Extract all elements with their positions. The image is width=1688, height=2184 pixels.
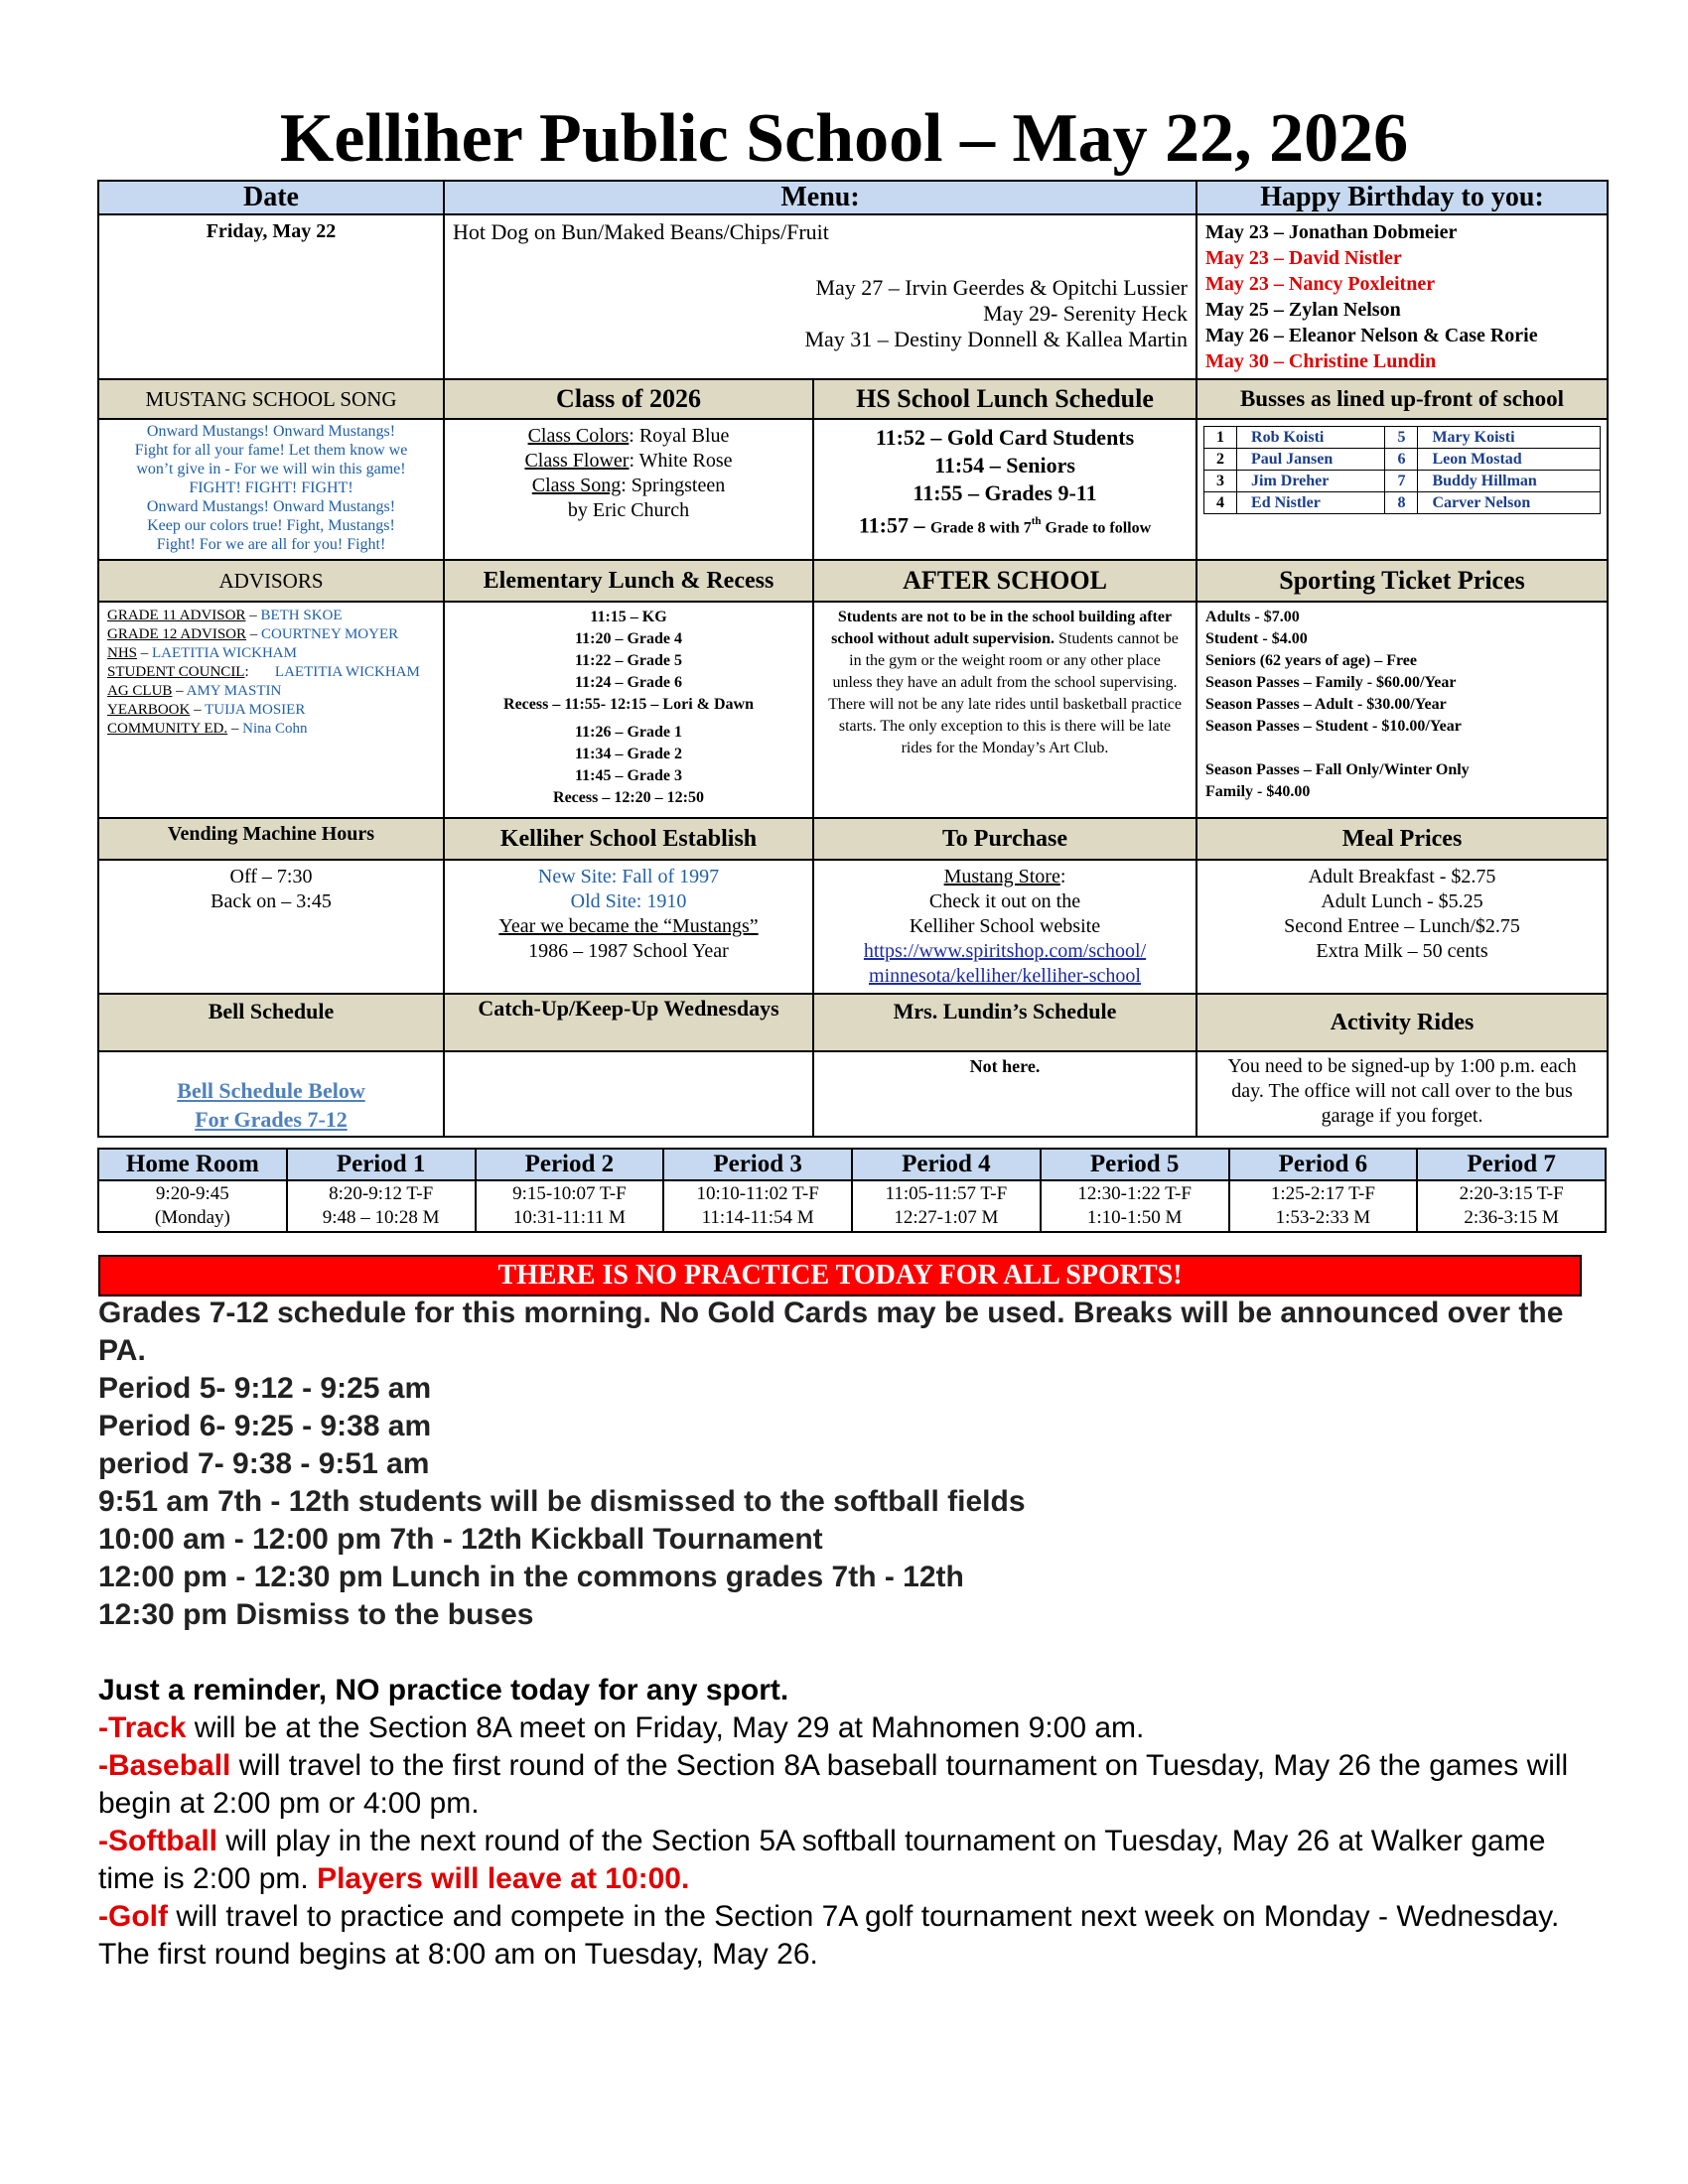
ticket-line: Season Passes – Student - $10.00/Year (1205, 718, 1462, 735)
advisors-header: ADVISORS (98, 560, 444, 602)
rides-cell (1196, 1051, 1608, 1137)
period-header: Period 6 (1229, 1149, 1418, 1180)
birthday-item: May 23 – Nancy Poxleitner (1205, 273, 1436, 295)
birthday-header: Happy Birthday to you: (1196, 181, 1608, 214)
hs-lunch-header: HS School Lunch Schedule (813, 379, 1196, 419)
after-school-header: AFTER SCHOOL (813, 560, 1196, 602)
establish-cell (444, 860, 813, 994)
advisor-item: NHS – LAETITIA WICKHAM (107, 645, 297, 661)
song-line: won’t give in - For we will win this game! (136, 461, 406, 478)
schedule-line: 9:51 am 7th - 12th students will be dismissed to the softball fields (98, 1485, 1026, 1518)
bell-schedule-link[interactable]: Bell Schedule Below (177, 1078, 365, 1103)
schedule-line: Period 6- 9:25 - 9:38 am (98, 1410, 432, 1442)
class-song-label: Class Song (531, 475, 622, 496)
vending-cell (98, 860, 444, 994)
bell-cell (98, 1051, 444, 1137)
bus-row: 1 Rob Koisti 5 Mary Koisti (1204, 427, 1601, 449)
establish-new-site: New Site: Fall of 1997 (537, 866, 720, 887)
bus-table (1203, 426, 1601, 514)
tickets-header: Sporting Ticket Prices (1196, 560, 1608, 602)
period-header: Period 3 (663, 1149, 852, 1180)
vending-header: Vending Machine Hours (98, 818, 444, 860)
reminder: Just a reminder, NO practice today for any sport. (98, 1674, 789, 1706)
hs-lunch-line: 11:54 – Seniors (934, 453, 1075, 478)
elem-lunch-line: 11:22 – Grade 5 (575, 652, 682, 669)
schedule-line: 12:00 pm - 12:30 pm Lunch in the commons grades 7th - 12th (98, 1561, 964, 1593)
period-header: Home Room (98, 1149, 287, 1180)
date-value: Friday, May 22 (206, 220, 337, 242)
hs-lunch-line: 11:52 – Gold Card Students (875, 425, 1135, 450)
hs-lunch-line-last: 11:57 – Grade 8 with 7th Grade to follow (858, 512, 1152, 538)
class-flower-label: Class Flower (524, 450, 630, 472)
song-cell (98, 419, 444, 560)
period-times: 11:05-11:57 T-F 12:27-1:07 M (852, 1180, 1041, 1232)
purchase-line: Kelliher School website (909, 915, 1101, 937)
bus-row: 2 Paul Jansen 6 Leon Mostad (1204, 449, 1601, 471)
purchase-store: Mustang Store (943, 866, 1060, 887)
bus-row: 4 Ed Nistler 8 Carver Nelson (1204, 492, 1601, 514)
elem-lunch-line: 11:15 – KG (590, 609, 667, 625)
busses-cell (1196, 419, 1608, 560)
class-cell (444, 419, 813, 560)
advisor-item: GRADE 12 ADVISOR – COURTNEY MOYER (107, 626, 399, 642)
establish-old-site: Old Site: 1910 (570, 890, 687, 912)
meal-line: Extra Milk – 50 cents (1316, 940, 1488, 962)
date-cell (98, 214, 444, 379)
class-flower-value: : White Rose (629, 450, 733, 472)
elem-lunch-line: 11:20 – Grade 4 (575, 630, 682, 647)
sport-note: -Golf will travel to practice and compete in the Section 7A golf tournament next week on Monday - Wednesday. The first round begins at 8:00 am on Tuesday, May 26. (98, 1900, 1560, 1971)
elem-lunch-line: Recess – 12:20 – 12:50 (553, 789, 704, 806)
bus-row: 3 Jim Dreher 7 Buddy Hillman (1204, 471, 1601, 492)
birthday-cell (1196, 214, 1608, 379)
birthday-item: May 23 – David Nistler (1205, 247, 1402, 269)
elem-lunch-line: 11:34 – Grade 2 (575, 746, 682, 762)
purchase-url[interactable]: minnesota/kelliher/kelliher-school (869, 965, 1141, 987)
vending-line: Back on – 3:45 (211, 890, 332, 912)
lundin-header: Mrs. Lundin’s Schedule (813, 994, 1196, 1051)
song-line: Keep our colors true! Fight, Mustangs! (147, 517, 395, 534)
elem-lunch-line: Recess – 11:55- 12:15 – Lori & Dawn (503, 696, 754, 713)
date-header: Date (98, 181, 444, 214)
lundin-value: Not here. (969, 1056, 1041, 1076)
menu-extra-line: May 31 – Destiny Donnell & Kallea Martin (804, 327, 1189, 351)
period-times: 9:20-9:45 (Monday) (98, 1180, 287, 1232)
period-header: Period 1 (287, 1149, 476, 1180)
purchase-url[interactable]: https://www.spiritshop.com/school/ (863, 940, 1147, 962)
advisor-item: YEARBOOK – TUIJA MOSIER (107, 702, 306, 718)
after-school-cell (813, 602, 1196, 818)
sport-note: -Baseball will travel to the first round of the Section 8A baseball tournament on Tuesday, May 26 the games will begin at 2:00 pm or 4:00 pm. (98, 1749, 1569, 1820)
menu-cell (444, 214, 1196, 379)
birthday-item: May 25 – Zylan Nelson (1205, 299, 1401, 321)
class-song-value: : Springsteen (621, 475, 726, 496)
meal-line: Adult Breakfast - $2.75 (1308, 866, 1496, 887)
advisors-cell (98, 602, 444, 818)
song-line: Fight! For we are all for you! Fight! (156, 536, 386, 553)
rides-header: Activity Rides (1196, 994, 1608, 1051)
ticket-line: Season Passes – Fall Only/Winter Only (1205, 761, 1470, 778)
after-school-bold: Students are not to be in the school building after school without adult supervision. (831, 609, 1173, 647)
bell-header: Bell Schedule (98, 994, 444, 1051)
announcements (98, 1295, 1608, 1974)
ticket-line: Adults - $7.00 (1205, 609, 1300, 625)
period-times: 8:20-9:12 T-F 9:48 – 10:28 M (287, 1180, 476, 1232)
period-table (97, 1148, 1607, 1233)
establish-header: Kelliher School Establish (444, 818, 813, 860)
menu-extra-line: May 27 – Irvin Geerdes & Opitchi Lussier (815, 275, 1189, 300)
tickets-cell (1196, 602, 1608, 818)
info-grid (97, 180, 1609, 1138)
class-header: Class of 2026 (444, 379, 813, 419)
no-practice-banner: THERE IS NO PRACTICE TODAY FOR ALL SPORTS! (98, 1255, 1582, 1297)
period-header: Period 5 (1041, 1149, 1229, 1180)
period-header: Period 7 (1417, 1149, 1606, 1180)
birthday-item: May 23 – Jonathan Dobmeier (1205, 221, 1458, 243)
menu-value: Hot Dog on Bun/Maked Beans/Chips/Fruit (453, 219, 829, 244)
birthday-item: May 30 – Christine Lundin (1205, 350, 1437, 372)
period-header: Period 4 (852, 1149, 1041, 1180)
birthday-item: May 26 – Eleanor Nelson & Case Rorie (1205, 325, 1538, 346)
advisor-item: AG CLUB – AMY MASTIN (107, 683, 282, 699)
song-header: MUSTANG SCHOOL SONG (98, 379, 444, 419)
ticket-line: Season Passes – Adult - $30.00/Year (1205, 696, 1447, 713)
meal-line: Adult Lunch - $5.25 (1321, 890, 1483, 912)
elem-lunch-cell (444, 602, 813, 818)
elem-lunch-line: 11:24 – Grade 6 (575, 674, 682, 691)
ticket-line: Family - $40.00 (1205, 783, 1311, 800)
meal-header: Meal Prices (1196, 818, 1608, 860)
purchase-line: Check it out on the (928, 890, 1081, 912)
menu-extra-line: May 29- Serenity Heck (983, 301, 1189, 326)
elem-lunch-header: Elementary Lunch & Recess (444, 560, 813, 602)
song-line: Onward Mustangs! Onward Mustangs! (146, 423, 396, 440)
establish-year-value: 1986 – 1987 School Year (528, 940, 729, 962)
busses-header: Busses as lined up-front of school (1196, 379, 1608, 419)
hs-lunch-line: 11:55 – Grades 9-11 (913, 480, 1097, 505)
song-line: Onward Mustangs! Onward Mustangs! (146, 498, 396, 515)
sport-note: -Track will be at the Section 8A meet on Friday, May 29 at Mahnomen 9:00 am. (98, 1711, 1145, 1744)
period-times: 2:20-3:15 T-F 2:36-3:15 M (1417, 1180, 1606, 1232)
advisor-item: STUDENT COUNCIL: LAETITIA WICKHAM (107, 664, 420, 680)
purchase-header: To Purchase (813, 818, 1196, 860)
song-line: FIGHT! FIGHT! FIGHT! (189, 479, 353, 496)
elem-lunch-line: 11:26 – Grade 1 (575, 724, 682, 741)
hs-lunch-cell (813, 419, 1196, 560)
catchup-header: Catch-Up/Keep-Up Wednesdays (444, 994, 813, 1051)
schedule-line: period 7- 9:38 - 9:51 am (98, 1447, 430, 1480)
advisor-item: GRADE 11 ADVISOR – BETH SKOE (107, 608, 343, 623)
ticket-line: Season Passes – Family - $60.00/Year (1205, 674, 1457, 691)
schedule-line: 10:00 am - 12:00 pm 7th - 12th Kickball Tournament (98, 1523, 823, 1556)
bell-schedule-link[interactable]: For Grades 7-12 (195, 1107, 348, 1132)
class-colors-label: Class Colors (527, 425, 630, 447)
sport-note: -Softball will play in the next round of the Section 5A softball tournament on Tuesday, May 26 at Walker game time is 2:00 pm. Players will leave at 10:00. (98, 1825, 1546, 1895)
class-colors-value: : Royal Blue (629, 425, 730, 447)
page-title: Kelliher Public School – May 22, 2026 (279, 100, 1409, 177)
purchase-cell: Mustang Store: Check it out on the Kelliher School website https://www.spiritshop.com/school/ minnesota/kelliher/kelliher-school (813, 860, 1196, 994)
vending-line: Off – 7:30 (229, 866, 313, 887)
period-times: 9:15-10:07 T-F 10:31-11:11 M (476, 1180, 664, 1232)
period-times: 10:10-11:02 T-F 11:14-11:54 M (663, 1180, 852, 1232)
rides-value: You need to be signed-up by 1:00 p.m. each day. The office will not call over to the bus garage if you forget. (1227, 1055, 1577, 1127)
after-school-text: Students cannot be in the gym or the weight room or any other place unless they have an adult from the school supervising. There will not be any late rides until basketball practice starts. The only exception to this is there will be late rides for the Monday’s Art Club. (828, 630, 1182, 756)
ticket-line: Student - $4.00 (1205, 630, 1308, 647)
establish-year-label: Year we became the “Mustangs” (498, 915, 759, 937)
meal-cell (1196, 860, 1608, 994)
meal-line: Second Entree – Lunch/$2.75 (1284, 915, 1520, 937)
schedule-line: Grades 7-12 schedule for this morning. No Gold Cards may be used. Breaks will be announced over the PA. (98, 1297, 1564, 1367)
schedule-line: 12:30 pm Dismiss to the buses (98, 1598, 534, 1631)
menu-header: Menu: (444, 181, 1196, 214)
period-times: 12:30-1:22 T-F 1:10-1:50 M (1041, 1180, 1229, 1232)
ticket-line: Seniors (62 years of age) – Free (1205, 652, 1417, 669)
schedule-line: Period 5- 9:12 - 9:25 am (98, 1372, 432, 1405)
period-header: Period 2 (476, 1149, 664, 1180)
advisor-item: COMMUNITY ED. – Nina Cohn (107, 721, 308, 737)
class-song-by: by Eric Church (567, 499, 690, 521)
catchup-cell (444, 1051, 813, 1137)
song-line: Fight for all your fame! Let them know we (134, 442, 408, 459)
elem-lunch-line: 11:45 – Grade 3 (575, 767, 682, 784)
period-times: 1:25-2:17 T-F 1:53-2:33 M (1229, 1180, 1418, 1232)
lundin-cell (813, 1051, 1196, 1137)
